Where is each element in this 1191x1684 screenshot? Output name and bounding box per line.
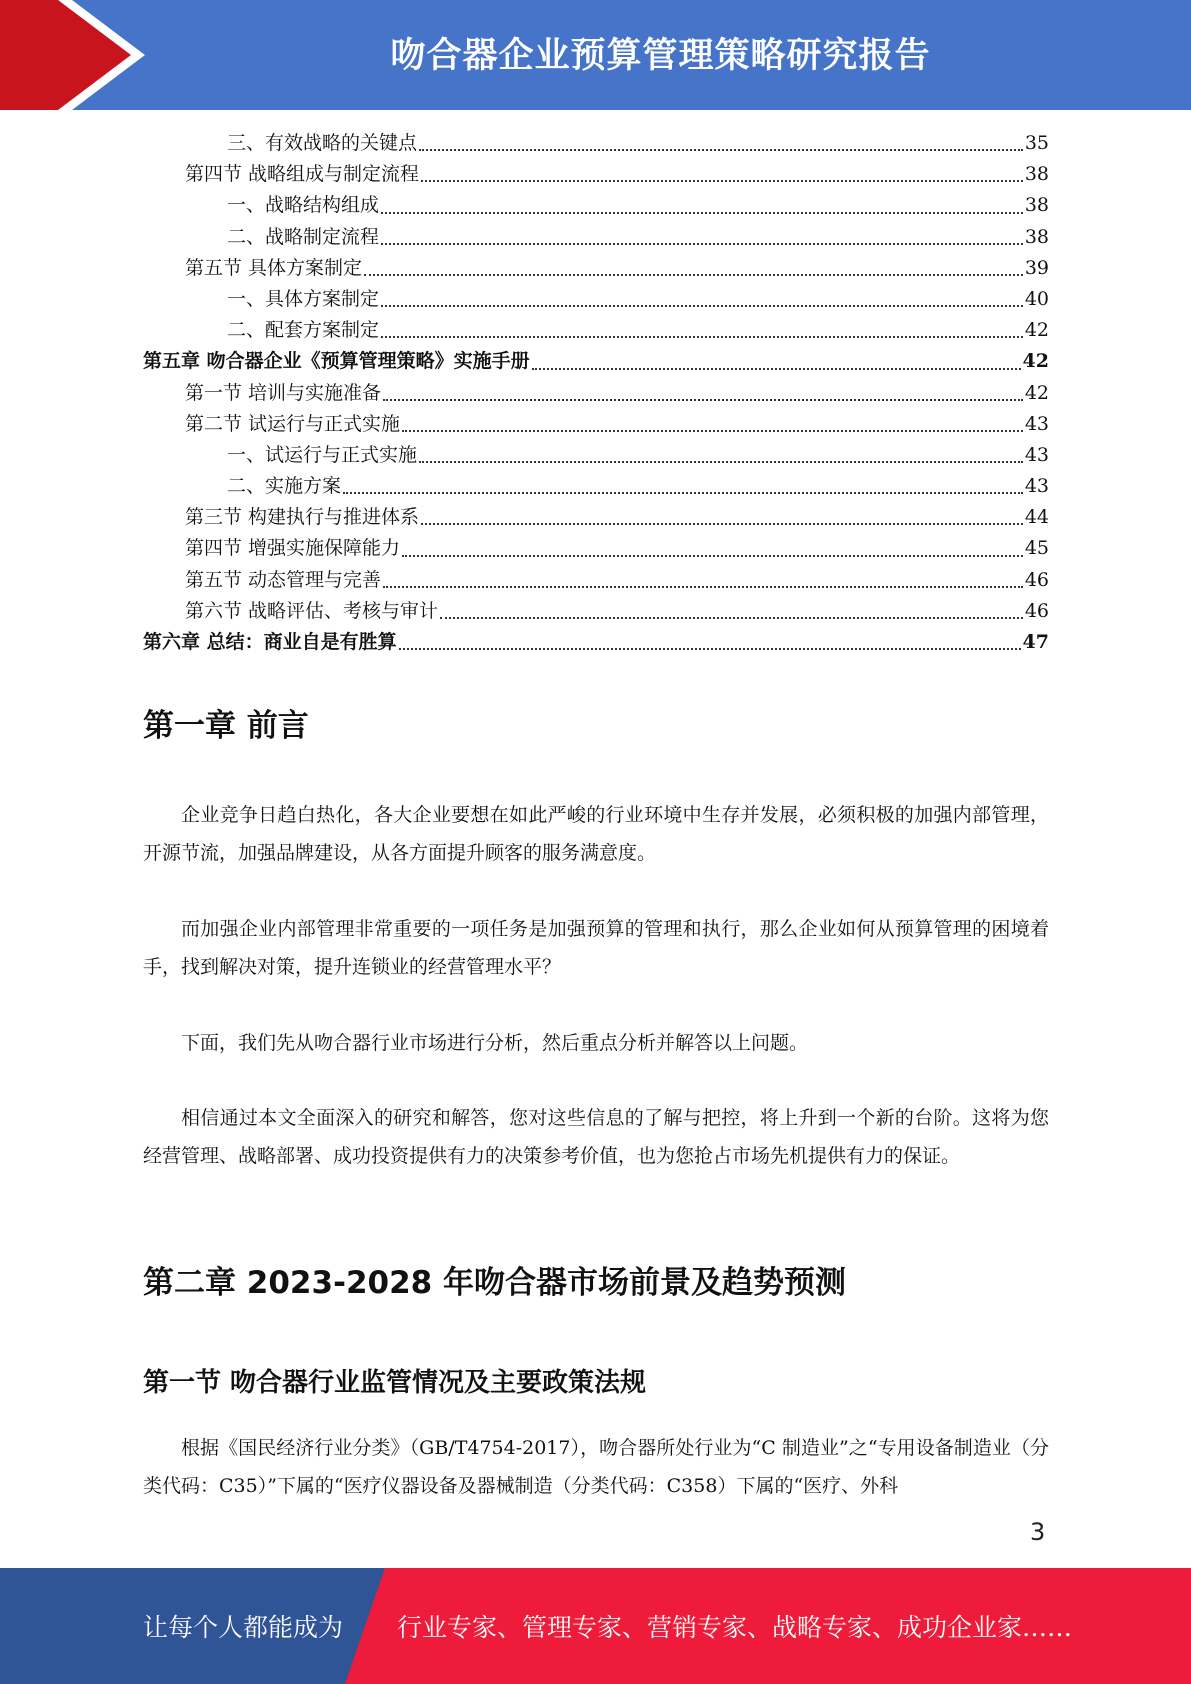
toc-leader-dots [402,555,1023,557]
toc-leader-dots [532,368,1021,370]
toc-entry-page: 42 [1024,381,1049,404]
toc-entry-page: 42 [1022,350,1049,373]
toc-entry-title: 第六节 战略评估、考核与审计 [185,599,439,622]
toc-entry[interactable] [143,190,1049,221]
chapter-heading: 第二章 2023-2028 年吻合器市场前景及趋势预测 [143,1265,847,1301]
toc-entry-title: 第六章 总结：商业自是有胜算 [143,631,397,653]
toc-entry[interactable] [143,128,1049,159]
toc-leader-dots [419,461,1023,463]
toc-entry-page: 38 [1024,225,1049,248]
toc-entry[interactable] [143,159,1049,190]
toc-leader-dots [419,149,1023,151]
toc-entry-page: 40 [1024,287,1049,310]
toc-leader-dots [383,399,1023,401]
page-header [0,0,1191,110]
toc-entry-page: 47 [1022,631,1049,653]
toc-entry-page: 38 [1024,163,1049,186]
toc-entry[interactable] [143,346,1049,377]
toc-entry-title: 第二节 试运行与正式实施 [185,412,401,435]
toc-entry[interactable] [143,627,1049,658]
toc-entry-title: 第五节 动态管理与完善 [185,568,382,591]
toc-entry[interactable] [143,596,1049,627]
toc-entry-page: 43 [1024,412,1049,435]
paragraph: 根据《国民经济行业分类》（GB/T4754-2017），吻合器所处行业为“C 制造业”之“专用设备制造业（分类代码：C35）”下属的“医疗仪器设备及器械制造（分类代码：C358）下属的“医疗、外科 [143,1437,1049,1497]
toc-entry-title: 第三节 构建执行与推进体系 [185,506,420,529]
toc-leader-dots [381,212,1023,214]
toc-entry-page: 44 [1024,506,1049,529]
toc-entry-page: 38 [1024,194,1049,217]
toc-entry[interactable] [143,315,1049,346]
toc-entry-page: 39 [1024,256,1049,279]
chapter-heading: 第一章 前言 [143,708,309,744]
toc-entry-page: 46 [1024,599,1049,622]
header-title: 吻合器企业预算管理策略研究报告 [390,35,931,76]
paragraph: 企业竞争日趋白热化，各大企业要想在如此严峻的行业环境中生存并发展，必须积极的加强内部管理，开源节流，加强品牌建设，从各方面提升顾客的服务满意度。 [143,804,1049,864]
toc-leader-dots [381,336,1023,338]
table-of-contents [143,128,1049,658]
toc-entry-title: 二、实施方案 [227,475,342,498]
toc-entry[interactable] [143,471,1049,502]
toc-entry-title: 一、战略结构组成 [227,194,380,217]
toc-leader-dots [381,243,1023,245]
toc-entry-page: 43 [1024,475,1049,498]
toc-entry-title: 第五节 具体方案制定 [185,256,363,279]
toc-entry-page: 46 [1024,568,1049,591]
toc-entry-title: 一、试运行与正式实施 [227,443,418,466]
toc-entry[interactable] [143,440,1049,471]
toc-leader-dots [440,617,1023,619]
toc-entry[interactable] [143,284,1049,315]
toc-entry-title: 第五章 吻合器企业《预算管理策略》实施手册 [143,350,530,373]
paragraph: 下面，我们先从吻合器行业市场进行分析，然后重点分析并解答以上问题。 [181,1032,809,1054]
footer-slogan-right: 行业专家、管理专家、营销专家、战略专家、成功企业家…… [397,1613,1073,1642]
toc-entry[interactable] [143,533,1049,564]
toc-entry-title: 第四节 战略组成与制定流程 [185,163,420,186]
footer-slogan-left: 让每个人都能成为 [143,1613,344,1642]
toc-entry[interactable] [143,222,1049,253]
toc-entry-page: 42 [1024,319,1049,342]
toc-leader-dots [364,274,1023,276]
toc-entry[interactable] [143,502,1049,533]
toc-leader-dots [343,492,1023,494]
paragraph: 相信通过本文全面深入的研究和解答，您对这些信息的了解与把控，将上升到一个新的台阶。这将为您经营管理、战略部署、成功投资提供有力的决策参考价值，也为您抢占市场先机提供有力的保证。 [143,1107,1049,1167]
toc-entry-title: 一、具体方案制定 [227,287,380,310]
page-footer [0,1568,1191,1684]
toc-leader-dots [383,586,1023,588]
toc-leader-dots [421,180,1023,182]
toc-entry[interactable] [143,253,1049,284]
toc-entry-title: 二、配套方案制定 [227,319,380,342]
toc-entry[interactable] [143,565,1049,596]
toc-entry[interactable] [143,409,1049,440]
toc-leader-dots [421,523,1023,525]
section-heading: 第一节 吻合器行业监管情况及主要政策法规 [143,1368,647,1398]
toc-entry-page: 35 [1024,132,1049,154]
toc-entry-page: 43 [1024,443,1049,466]
toc-entry-page: 45 [1024,537,1049,560]
toc-leader-dots [402,430,1023,432]
toc-leader-dots [399,648,1021,650]
toc-entry-title: 二、战略制定流程 [227,225,380,248]
toc-entry-title: 第一节 培训与实施准备 [185,381,382,404]
toc-entry[interactable] [143,378,1049,409]
toc-entry-title: 三、有效战略的关键点 [227,132,418,154]
toc-leader-dots [381,305,1023,307]
toc-entry-title: 第四节 增强实施保障能力 [185,537,401,560]
paragraph: 而加强企业内部管理非常重要的一项任务是加强预算的管理和执行，那么企业如何从预算管理的困境着手，找到解决对策，提升连锁业的经营管理水平？ [143,918,1049,978]
page-number: 3 [1030,1518,1046,1546]
